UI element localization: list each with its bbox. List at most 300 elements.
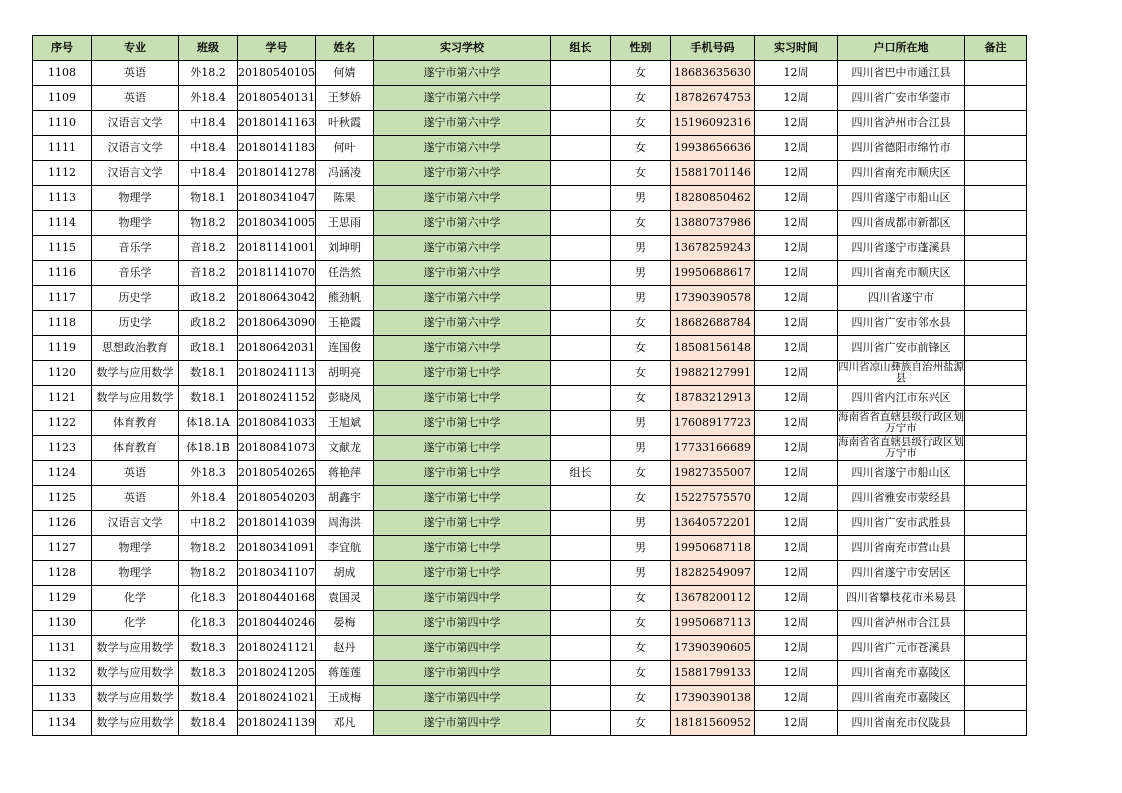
cell-duration: 12周 bbox=[754, 536, 837, 561]
cell-gender: 女 bbox=[610, 111, 670, 136]
cell-name: 邓凡 bbox=[315, 711, 373, 736]
cell-gender: 女 bbox=[610, 61, 670, 86]
cell-seq: 1130 bbox=[33, 611, 92, 636]
cell-class: 政18.1 bbox=[179, 336, 238, 361]
cell-duration: 12周 bbox=[754, 86, 837, 111]
cell-gender: 男 bbox=[610, 511, 670, 536]
cell-seq: 1128 bbox=[33, 561, 92, 586]
cell-leader bbox=[550, 411, 610, 436]
cell-remarks bbox=[964, 686, 1026, 711]
cell-class: 化18.3 bbox=[179, 586, 238, 611]
cell-school: 遂宁市第四中学 bbox=[373, 686, 550, 711]
cell-major: 化学 bbox=[92, 586, 179, 611]
cell-remarks bbox=[964, 211, 1026, 236]
table-row bbox=[33, 161, 1027, 186]
cell-hukou: 四川省广元市苍溪县 bbox=[837, 636, 964, 661]
cell-major: 数学与应用数学 bbox=[92, 636, 179, 661]
cell-seq: 1113 bbox=[33, 186, 92, 211]
cell-major: 数学与应用数学 bbox=[92, 661, 179, 686]
cell-name: 彭晓凤 bbox=[315, 386, 373, 411]
cell-leader bbox=[550, 61, 610, 86]
cell-major: 物理学 bbox=[92, 186, 179, 211]
table-row bbox=[33, 636, 1027, 661]
cell-seq: 1116 bbox=[33, 261, 92, 286]
cell-gender: 男 bbox=[610, 536, 670, 561]
cell-duration: 12周 bbox=[754, 486, 837, 511]
cell-seq: 1111 bbox=[33, 136, 92, 161]
header-name: 姓名 bbox=[315, 36, 373, 61]
cell-class: 中18.2 bbox=[179, 511, 238, 536]
cell-seq: 1108 bbox=[33, 61, 92, 86]
cell-major: 英语 bbox=[92, 86, 179, 111]
table-row bbox=[33, 236, 1027, 261]
cell-student-id: 20180440168 bbox=[238, 586, 316, 611]
cell-seq: 1132 bbox=[33, 661, 92, 686]
header-phone: 手机号码 bbox=[670, 36, 754, 61]
cell-phone: 13880737986 bbox=[670, 211, 754, 236]
cell-name: 周海洪 bbox=[315, 511, 373, 536]
cell-student-id: 20180341005 bbox=[238, 211, 316, 236]
cell-duration: 12周 bbox=[754, 211, 837, 236]
cell-seq: 1123 bbox=[33, 436, 92, 461]
cell-class: 体18.1A bbox=[179, 411, 238, 436]
header-remarks: 备注 bbox=[964, 36, 1026, 61]
cell-remarks bbox=[964, 186, 1026, 211]
cell-school: 遂宁市第七中学 bbox=[373, 386, 550, 411]
cell-name: 蒋艳萍 bbox=[315, 461, 373, 486]
cell-gender: 女 bbox=[610, 311, 670, 336]
cell-school: 遂宁市第四中学 bbox=[373, 661, 550, 686]
cell-name: 王梦娇 bbox=[315, 86, 373, 111]
cell-major: 历史学 bbox=[92, 286, 179, 311]
cell-student-id: 20180841073 bbox=[238, 436, 316, 461]
cell-remarks bbox=[964, 61, 1026, 86]
cell-gender: 女 bbox=[610, 661, 670, 686]
cell-duration: 12周 bbox=[754, 436, 837, 461]
cell-phone: 18508156148 bbox=[670, 336, 754, 361]
cell-phone: 19950687118 bbox=[670, 536, 754, 561]
header-class: 班级 bbox=[179, 36, 238, 61]
cell-leader bbox=[550, 486, 610, 511]
cell-hukou: 四川省遂宁市船山区 bbox=[837, 461, 964, 486]
cell-class: 物18.2 bbox=[179, 211, 238, 236]
cell-leader bbox=[550, 261, 610, 286]
cell-phone: 18782674753 bbox=[670, 86, 754, 111]
cell-hukou: 四川省遂宁市蓬溪县 bbox=[837, 236, 964, 261]
cell-duration: 12周 bbox=[754, 236, 837, 261]
cell-student-id: 20180341047 bbox=[238, 186, 316, 211]
cell-remarks bbox=[964, 636, 1026, 661]
cell-seq: 1125 bbox=[33, 486, 92, 511]
cell-gender: 男 bbox=[610, 436, 670, 461]
cell-remarks bbox=[964, 336, 1026, 361]
cell-school: 遂宁市第六中学 bbox=[373, 261, 550, 286]
cell-student-id: 20180141039 bbox=[238, 511, 316, 536]
cell-phone: 17733166689 bbox=[670, 436, 754, 461]
cell-remarks bbox=[964, 361, 1026, 386]
cell-duration: 12周 bbox=[754, 361, 837, 386]
cell-hukou: 四川省南充市营山县 bbox=[837, 536, 964, 561]
table-row bbox=[33, 511, 1027, 536]
cell-seq: 1122 bbox=[33, 411, 92, 436]
cell-gender: 女 bbox=[610, 386, 670, 411]
cell-seq: 1127 bbox=[33, 536, 92, 561]
cell-seq: 1121 bbox=[33, 386, 92, 411]
cell-remarks bbox=[964, 586, 1026, 611]
cell-duration: 12周 bbox=[754, 686, 837, 711]
cell-name: 连国俊 bbox=[315, 336, 373, 361]
cell-student-id: 20180642031 bbox=[238, 336, 316, 361]
cell-gender: 女 bbox=[610, 86, 670, 111]
cell-leader bbox=[550, 536, 610, 561]
cell-major: 英语 bbox=[92, 461, 179, 486]
cell-hukou: 四川省遂宁市安居区 bbox=[837, 561, 964, 586]
cell-seq: 1118 bbox=[33, 311, 92, 336]
cell-leader bbox=[550, 186, 610, 211]
cell-seq: 1117 bbox=[33, 286, 92, 311]
table-body bbox=[33, 61, 1027, 736]
cell-student-id: 20180440246 bbox=[238, 611, 316, 636]
cell-class: 音18.2 bbox=[179, 261, 238, 286]
cell-leader bbox=[550, 561, 610, 586]
cell-hukou: 海南省省直辖县级行政区划万宁市 bbox=[837, 411, 964, 434]
cell-hukou: 四川省广安市武胜县 bbox=[837, 511, 964, 536]
cell-student-id: 20180241121 bbox=[238, 636, 316, 661]
cell-duration: 12周 bbox=[754, 636, 837, 661]
cell-major: 汉语言文学 bbox=[92, 511, 179, 536]
cell-leader bbox=[550, 386, 610, 411]
cell-hukou: 海南省省直辖县级行政区划万宁市 bbox=[837, 436, 964, 459]
cell-duration: 12周 bbox=[754, 711, 837, 736]
cell-school: 遂宁市第四中学 bbox=[373, 711, 550, 736]
cell-hukou: 四川省广安市邻水县 bbox=[837, 311, 964, 336]
cell-seq: 1124 bbox=[33, 461, 92, 486]
cell-class: 外18.4 bbox=[179, 86, 238, 111]
cell-gender: 女 bbox=[610, 586, 670, 611]
cell-hukou: 四川省遂宁市 bbox=[837, 286, 964, 311]
cell-class: 数18.1 bbox=[179, 386, 238, 411]
cell-student-id: 20180540105 bbox=[238, 61, 316, 86]
cell-gender: 男 bbox=[610, 286, 670, 311]
cell-remarks bbox=[964, 111, 1026, 136]
cell-remarks bbox=[964, 561, 1026, 586]
cell-remarks bbox=[964, 86, 1026, 111]
cell-duration: 12周 bbox=[754, 461, 837, 486]
cell-seq: 1133 bbox=[33, 686, 92, 711]
cell-gender: 男 bbox=[610, 186, 670, 211]
cell-major: 体育教育 bbox=[92, 436, 179, 461]
cell-remarks bbox=[964, 486, 1026, 511]
cell-hukou: 四川省凉山彝族自治州盐源县 bbox=[837, 361, 964, 384]
cell-student-id: 20180241021 bbox=[238, 686, 316, 711]
cell-name: 何叶 bbox=[315, 136, 373, 161]
cell-gender: 女 bbox=[610, 461, 670, 486]
cell-remarks bbox=[964, 161, 1026, 186]
cell-class: 物18.1 bbox=[179, 186, 238, 211]
cell-school: 遂宁市第六中学 bbox=[373, 111, 550, 136]
cell-leader bbox=[550, 86, 610, 111]
cell-gender: 女 bbox=[610, 686, 670, 711]
cell-leader bbox=[550, 611, 610, 636]
table-row bbox=[33, 386, 1027, 411]
cell-gender: 男 bbox=[610, 411, 670, 436]
table-row bbox=[33, 436, 1027, 461]
cell-major: 物理学 bbox=[92, 561, 179, 586]
cell-duration: 12周 bbox=[754, 61, 837, 86]
cell-phone: 13678259243 bbox=[670, 236, 754, 261]
cell-remarks bbox=[964, 436, 1026, 461]
cell-school: 遂宁市第七中学 bbox=[373, 486, 550, 511]
table-row bbox=[33, 411, 1027, 436]
cell-seq: 1129 bbox=[33, 586, 92, 611]
cell-leader bbox=[550, 311, 610, 336]
cell-class: 政18.2 bbox=[179, 286, 238, 311]
table-row bbox=[33, 536, 1027, 561]
cell-school: 遂宁市第七中学 bbox=[373, 411, 550, 436]
table-row bbox=[33, 661, 1027, 686]
cell-school: 遂宁市第六中学 bbox=[373, 311, 550, 336]
cell-phone: 17390390605 bbox=[670, 636, 754, 661]
cell-duration: 12周 bbox=[754, 111, 837, 136]
cell-name: 叶秋霞 bbox=[315, 111, 373, 136]
cell-name: 熊劲帆 bbox=[315, 286, 373, 311]
cell-seq: 1110 bbox=[33, 111, 92, 136]
header-school: 实习学校 bbox=[373, 36, 550, 61]
cell-seq: 1115 bbox=[33, 236, 92, 261]
cell-school: 遂宁市第七中学 bbox=[373, 461, 550, 486]
cell-class: 外18.4 bbox=[179, 486, 238, 511]
cell-gender: 女 bbox=[610, 136, 670, 161]
cell-remarks bbox=[964, 461, 1026, 486]
cell-student-id: 20180643090 bbox=[238, 311, 316, 336]
cell-hukou: 四川省巴中市通江县 bbox=[837, 61, 964, 86]
cell-phone: 17608917723 bbox=[670, 411, 754, 436]
cell-duration: 12周 bbox=[754, 136, 837, 161]
cell-major: 物理学 bbox=[92, 536, 179, 561]
cell-hukou: 四川省南充市仪陇县 bbox=[837, 711, 964, 736]
cell-seq: 1109 bbox=[33, 86, 92, 111]
cell-student-id: 20180341091 bbox=[238, 536, 316, 561]
cell-leader bbox=[550, 711, 610, 736]
cell-phone: 19938656636 bbox=[670, 136, 754, 161]
header-gender: 性别 bbox=[610, 36, 670, 61]
cell-leader bbox=[550, 136, 610, 161]
cell-phone: 18683635630 bbox=[670, 61, 754, 86]
cell-student-id: 20180241152 bbox=[238, 386, 316, 411]
cell-leader bbox=[550, 636, 610, 661]
cell-name: 文献龙 bbox=[315, 436, 373, 461]
cell-leader bbox=[550, 236, 610, 261]
cell-major: 汉语言文学 bbox=[92, 111, 179, 136]
cell-phone: 19882127991 bbox=[670, 361, 754, 386]
cell-student-id: 20180643042 bbox=[238, 286, 316, 311]
table-row bbox=[33, 136, 1027, 161]
table-row bbox=[33, 711, 1027, 736]
cell-major: 数学与应用数学 bbox=[92, 386, 179, 411]
cell-major: 历史学 bbox=[92, 311, 179, 336]
header-seq: 序号 bbox=[33, 36, 92, 61]
cell-remarks bbox=[964, 511, 1026, 536]
cell-phone: 18282549097 bbox=[670, 561, 754, 586]
table-row bbox=[33, 586, 1027, 611]
cell-school: 遂宁市第六中学 bbox=[373, 61, 550, 86]
cell-name: 胡明亮 bbox=[315, 361, 373, 386]
table-row bbox=[33, 361, 1027, 386]
cell-major: 音乐学 bbox=[92, 236, 179, 261]
cell-school: 遂宁市第四中学 bbox=[373, 636, 550, 661]
cell-phone: 18280850462 bbox=[670, 186, 754, 211]
cell-student-id: 20180141278 bbox=[238, 161, 316, 186]
cell-remarks bbox=[964, 136, 1026, 161]
cell-phone: 15881701146 bbox=[670, 161, 754, 186]
cell-remarks bbox=[964, 286, 1026, 311]
cell-hukou: 四川省德阳市绵竹市 bbox=[837, 136, 964, 161]
cell-class: 中18.4 bbox=[179, 136, 238, 161]
cell-school: 遂宁市第六中学 bbox=[373, 286, 550, 311]
cell-hukou: 四川省南充市嘉陵区 bbox=[837, 686, 964, 711]
cell-gender: 女 bbox=[610, 711, 670, 736]
cell-name: 陈果 bbox=[315, 186, 373, 211]
cell-name: 任浩然 bbox=[315, 261, 373, 286]
cell-phone: 13640572201 bbox=[670, 511, 754, 536]
cell-name: 李宜航 bbox=[315, 536, 373, 561]
cell-major: 英语 bbox=[92, 486, 179, 511]
cell-hukou: 四川省成都市新都区 bbox=[837, 211, 964, 236]
cell-school: 遂宁市第七中学 bbox=[373, 561, 550, 586]
cell-name: 胡成 bbox=[315, 561, 373, 586]
cell-school: 遂宁市第六中学 bbox=[373, 336, 550, 361]
table-row bbox=[33, 111, 1027, 136]
cell-class: 政18.2 bbox=[179, 311, 238, 336]
cell-leader bbox=[550, 211, 610, 236]
cell-name: 胡鑫宇 bbox=[315, 486, 373, 511]
cell-student-id: 20181141070 bbox=[238, 261, 316, 286]
cell-name: 刘坤明 bbox=[315, 236, 373, 261]
cell-school: 遂宁市第六中学 bbox=[373, 236, 550, 261]
cell-name: 王思雨 bbox=[315, 211, 373, 236]
table-row bbox=[33, 486, 1027, 511]
cell-remarks bbox=[964, 236, 1026, 261]
cell-class: 外18.3 bbox=[179, 461, 238, 486]
cell-remarks bbox=[964, 661, 1026, 686]
cell-student-id: 20180540265 bbox=[238, 461, 316, 486]
table-row bbox=[33, 211, 1027, 236]
cell-student-id: 20180241139 bbox=[238, 711, 316, 736]
cell-leader bbox=[550, 161, 610, 186]
cell-duration: 12周 bbox=[754, 161, 837, 186]
cell-duration: 12周 bbox=[754, 411, 837, 436]
table-row bbox=[33, 686, 1027, 711]
cell-class: 化18.3 bbox=[179, 611, 238, 636]
cell-leader bbox=[550, 361, 610, 386]
header-student-id: 学号 bbox=[238, 36, 316, 61]
cell-gender: 男 bbox=[610, 236, 670, 261]
cell-major: 数学与应用数学 bbox=[92, 711, 179, 736]
header-hukou: 户口所在地 bbox=[837, 36, 964, 61]
header-leader: 组长 bbox=[550, 36, 610, 61]
cell-duration: 12周 bbox=[754, 311, 837, 336]
cell-hukou: 四川省广安市前锋区 bbox=[837, 336, 964, 361]
cell-phone: 15881799133 bbox=[670, 661, 754, 686]
cell-remarks bbox=[964, 711, 1026, 736]
cell-phone: 19950687113 bbox=[670, 611, 754, 636]
cell-school: 遂宁市第四中学 bbox=[373, 586, 550, 611]
cell-hukou: 四川省南充市顺庆区 bbox=[837, 261, 964, 286]
cell-student-id: 20180540203 bbox=[238, 486, 316, 511]
cell-class: 物18.2 bbox=[179, 536, 238, 561]
table-row bbox=[33, 86, 1027, 111]
table-row bbox=[33, 286, 1027, 311]
cell-duration: 12周 bbox=[754, 511, 837, 536]
table-row bbox=[33, 336, 1027, 361]
cell-student-id: 20180241205 bbox=[238, 661, 316, 686]
cell-seq: 1126 bbox=[33, 511, 92, 536]
header-duration: 实习时间 bbox=[754, 36, 837, 61]
cell-remarks bbox=[964, 411, 1026, 436]
table-row bbox=[33, 261, 1027, 286]
cell-name: 何婧 bbox=[315, 61, 373, 86]
cell-seq: 1112 bbox=[33, 161, 92, 186]
internship-roster-table bbox=[32, 35, 1027, 736]
cell-name: 赵丹 bbox=[315, 636, 373, 661]
cell-gender: 女 bbox=[610, 361, 670, 386]
cell-student-id: 20180540131 bbox=[238, 86, 316, 111]
cell-gender: 女 bbox=[610, 211, 670, 236]
cell-phone: 18682688784 bbox=[670, 311, 754, 336]
cell-class: 物18.2 bbox=[179, 561, 238, 586]
cell-gender: 女 bbox=[610, 636, 670, 661]
cell-name: 袁国灵 bbox=[315, 586, 373, 611]
cell-hukou: 四川省泸州市合江县 bbox=[837, 611, 964, 636]
cell-duration: 12周 bbox=[754, 186, 837, 211]
cell-student-id: 20180141163 bbox=[238, 111, 316, 136]
cell-school: 遂宁市第四中学 bbox=[373, 611, 550, 636]
cell-leader bbox=[550, 111, 610, 136]
cell-school: 遂宁市第七中学 bbox=[373, 361, 550, 386]
cell-phone: 13678200112 bbox=[670, 586, 754, 611]
cell-phone: 18783212913 bbox=[670, 386, 754, 411]
table-row bbox=[33, 611, 1027, 636]
cell-major: 思想政治教育 bbox=[92, 336, 179, 361]
cell-class: 体18.1B bbox=[179, 436, 238, 461]
cell-remarks bbox=[964, 536, 1026, 561]
cell-leader bbox=[550, 336, 610, 361]
cell-gender: 男 bbox=[610, 261, 670, 286]
cell-phone: 19950688617 bbox=[670, 261, 754, 286]
cell-phone: 19827355007 bbox=[670, 461, 754, 486]
cell-major: 英语 bbox=[92, 61, 179, 86]
cell-gender: 女 bbox=[610, 611, 670, 636]
cell-duration: 12周 bbox=[754, 561, 837, 586]
cell-duration: 12周 bbox=[754, 661, 837, 686]
cell-duration: 12周 bbox=[754, 286, 837, 311]
cell-hukou: 四川省雅安市荥经县 bbox=[837, 486, 964, 511]
cell-leader bbox=[550, 511, 610, 536]
cell-leader bbox=[550, 436, 610, 461]
cell-class: 音18.2 bbox=[179, 236, 238, 261]
cell-major: 物理学 bbox=[92, 211, 179, 236]
cell-gender: 女 bbox=[610, 161, 670, 186]
cell-student-id: 20181141001 bbox=[238, 236, 316, 261]
cell-phone: 15196092316 bbox=[670, 111, 754, 136]
cell-student-id: 20180241113 bbox=[238, 361, 316, 386]
cell-duration: 12周 bbox=[754, 336, 837, 361]
cell-class: 数18.1 bbox=[179, 361, 238, 386]
cell-student-id: 20180841033 bbox=[238, 411, 316, 436]
cell-gender: 女 bbox=[610, 486, 670, 511]
cell-leader bbox=[550, 686, 610, 711]
cell-remarks bbox=[964, 311, 1026, 336]
